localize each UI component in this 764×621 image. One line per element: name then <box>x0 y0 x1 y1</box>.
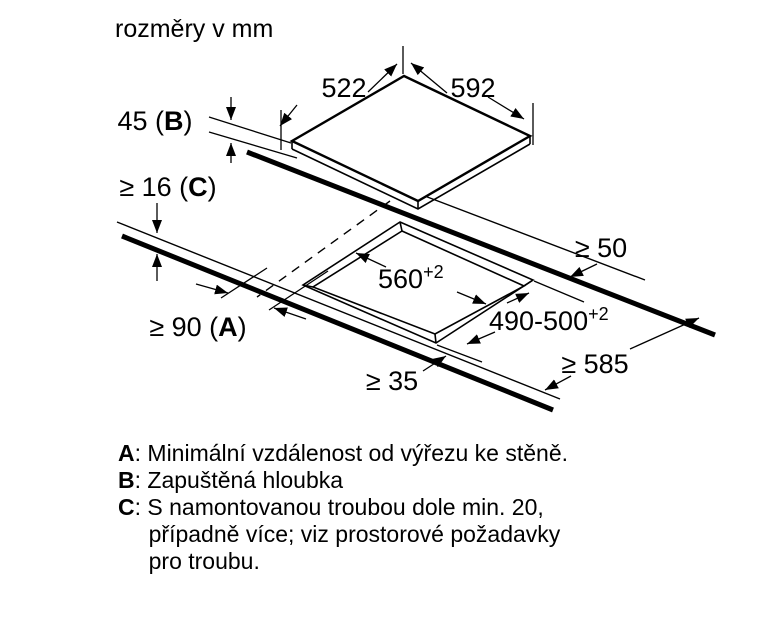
legend-letter-b: B <box>118 467 135 493</box>
dim-front-clearance-label: ≥ 35 <box>365 366 419 396</box>
legend-letter-c: C <box>118 494 135 520</box>
dim-wall-clearance-a-label: ≥ 90 (A) <box>149 312 247 342</box>
legend-item-b <box>118 467 678 494</box>
worktop-back-edge <box>247 152 715 335</box>
legend-letter-a: A <box>118 440 135 466</box>
dim-recess-depth-b <box>117 97 297 163</box>
placement-dashed-line <box>257 201 390 297</box>
page-title: rozměry v mm <box>115 15 274 43</box>
dim-cutout-depth-label: $490-500^{+2}$ <box>489 304 609 336</box>
dim-cutout-width-label: $560^{+2}$ <box>378 262 444 294</box>
dim-hob-depth-label: 522 <box>321 73 367 103</box>
legend-text-c-line3: pro troubu. <box>148 548 260 574</box>
dim-hob-width-label: 592 <box>450 73 496 103</box>
legend-text-c-line2: případně více; viz prostorové požadavky <box>148 521 561 547</box>
legend <box>118 440 678 575</box>
dim-rear-clearance-label: ≥ 50 <box>574 233 628 263</box>
legend-text-b: : Zapuštěná hloubka <box>134 467 344 493</box>
legend-item-c <box>118 494 678 575</box>
dim-worktop-depth-label: ≥ 585 <box>561 349 629 379</box>
dim-worktop-thickness-c <box>119 172 216 281</box>
dim-recess-depth-b-label: 45 (B) <box>117 106 193 136</box>
legend-text-c-line1: : S namontovanou troubou dole min. 20, <box>134 494 544 520</box>
legend-text-a: : Minimální vzdálenost od výřezu ke stěně. <box>134 440 568 466</box>
legend-item-a <box>118 440 678 467</box>
dim-worktop-thickness-c-label: ≥ 16 (C) <box>119 172 217 202</box>
dim-wall-clearance-a <box>149 268 328 342</box>
